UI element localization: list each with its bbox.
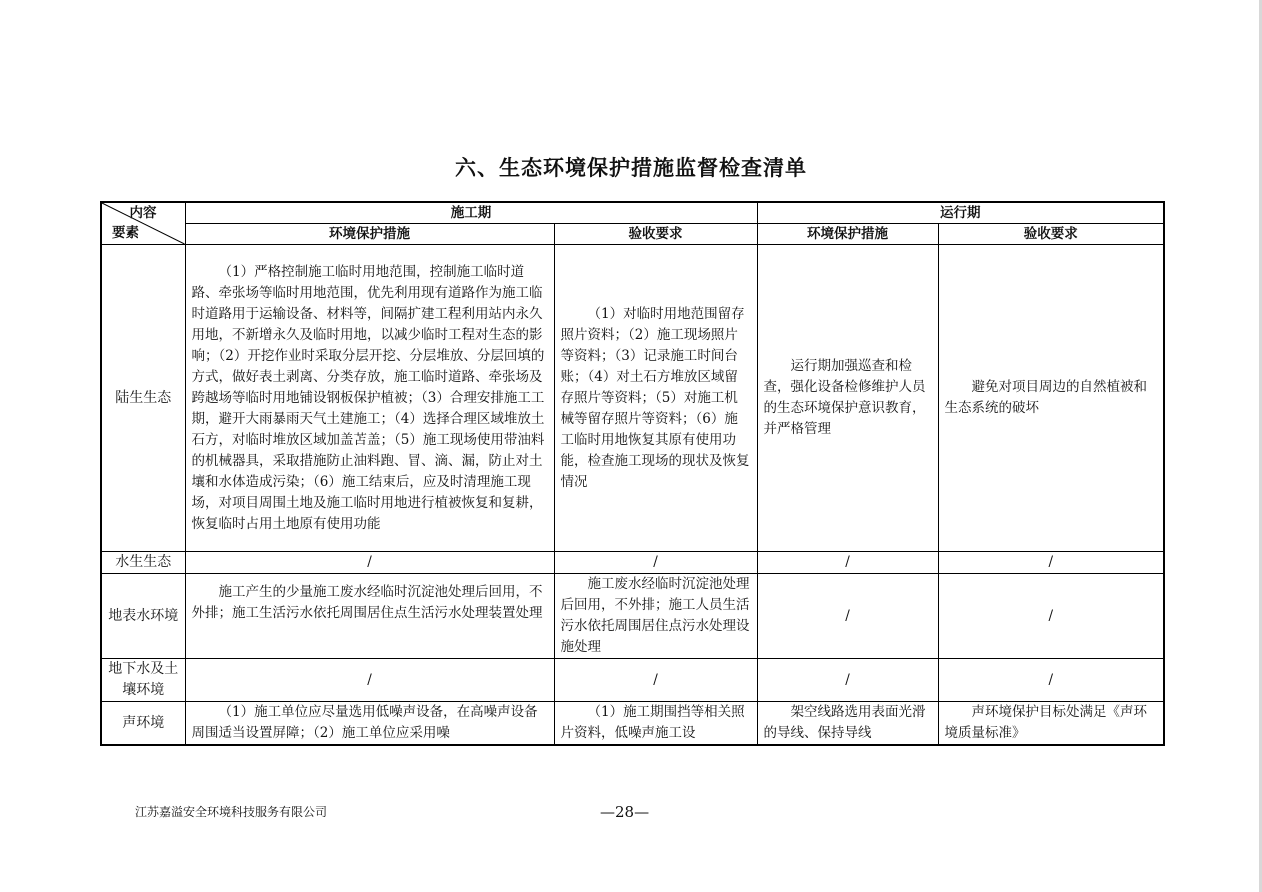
- operation-acceptance-cell: /: [938, 659, 1164, 702]
- construction-acceptance-header: 验收要求: [554, 224, 757, 245]
- operation-measures-cell: /: [757, 552, 938, 574]
- operation-measures-header: 环境保护措施: [757, 224, 938, 245]
- construction-period-header: 施工期: [185, 202, 757, 224]
- construction-measures-cell: /: [185, 659, 554, 702]
- operation-acceptance-cell: /: [938, 552, 1164, 574]
- operation-measures-cell: 运行期加强巡查和检查，强化设备检修维护人员的生态环境保护意识教育，并严格管理: [757, 245, 938, 552]
- header-row-2: [101, 224, 1164, 245]
- operation-acceptance-cell: 避免对项目周边的自然植被和生态系统的破坏: [938, 245, 1164, 552]
- footer-company: 江苏嘉溢安全环境科技服务有限公司: [135, 805, 328, 819]
- construction-acceptance-cell: /: [554, 659, 757, 702]
- operation-acceptance-cell: 声环境保护目标处满足《声环境质量标准》: [938, 702, 1164, 746]
- table-row: [101, 702, 1164, 746]
- construction-measures-cell: （1）严格控制施工临时用地范围，控制施工临时道路、牵张场等临时用地范围，优先利用现有道路作为施工临时道路用于运输设备、材料等，间隔扩建工程利用站内永久用地，不新增永久及临时用地，以减少临时工程对生态的影响；（2）开挖作业时采取分层开挖、分层堆放、分层回填的方式，做好表土剥离、分类存放，施工临时道路、牵张场及跨越场等临时用地铺设钢板保护植被；（3）合理安排施工工期，避开大雨暴雨天气土建施工；（4）选择合理区域堆放土石方，对临时堆放区域加盖苫盖；（5）施工现场使用带油料的机械器具，采取措施防止油料跑、冒、滴、漏，防止对土壤和水体造成污染；（6）施工结束后，应及时清理施工现场，对项目周围土地及施工临时用地进行植被恢复和复耕，恢复临时占用土地原有使用功能: [185, 245, 554, 552]
- table-row: [101, 552, 1164, 574]
- operation-acceptance-cell: /: [938, 574, 1164, 659]
- row-element-label: 地表水环境: [101, 574, 185, 659]
- element-label: 要素: [112, 225, 139, 241]
- table-row: [101, 574, 1164, 659]
- header-row-1: [101, 202, 1164, 224]
- row-element-label: 陆生生态: [101, 245, 185, 552]
- diagonal-header-cell: [101, 202, 185, 245]
- construction-measures-cell: （1）施工单位应尽量选用低噪声设备，在高噪声设备周围适当设置屏障；（2）施工单位应采用噪: [185, 702, 554, 746]
- operation-measures-cell: 架空线路选用表面光滑的导线、保持导线: [757, 702, 938, 746]
- operation-measures-cell: /: [757, 574, 938, 659]
- construction-measures-cell: /: [185, 552, 554, 574]
- operation-period-header: 运行期: [757, 202, 1164, 224]
- operation-acceptance-header: 验收要求: [938, 224, 1164, 245]
- row-element-label: 声环境: [101, 702, 185, 746]
- construction-measures-header: 环境保护措施: [185, 224, 554, 245]
- operation-measures-cell: /: [757, 659, 938, 702]
- table-row: [101, 659, 1164, 702]
- row-element-label: 水生生态: [101, 552, 185, 574]
- page-title: 六、生态环境保护措施监督检查清单: [455, 156, 807, 180]
- row-element-label: 地下水及土壤环境: [101, 659, 185, 702]
- construction-acceptance-cell: （1）施工期围挡等相关照片资料，低噪声施工设: [554, 702, 757, 746]
- construction-acceptance-cell: （1）对临时用地范围留存照片资料；（2）施工现场照片等资料；（3）记录施工时间台账；（4）对土石方堆放区域留存照片等资料；（5）对施工机械等留存照片等资料；（6）施工临时用地恢复其原有使用功能，检查施工现场的现状及恢复情况: [554, 245, 757, 552]
- construction-acceptance-cell: 施工废水经临时沉淀池处理后回用，不外排；施工人员生活污水依托周围居住点污水处理设施处理: [554, 574, 757, 659]
- inspection-table: [100, 201, 1165, 746]
- footer-page-number: —28—: [600, 803, 650, 821]
- content-label: 内容: [129, 205, 157, 221]
- construction-measures-cell: 施工产生的少量施工废水经临时沉淀池处理后回用，不外排；施工生活污水依托周围居住点生活污水处理装置处理: [185, 574, 554, 659]
- table-row: [101, 245, 1164, 552]
- construction-acceptance-cell: /: [554, 552, 757, 574]
